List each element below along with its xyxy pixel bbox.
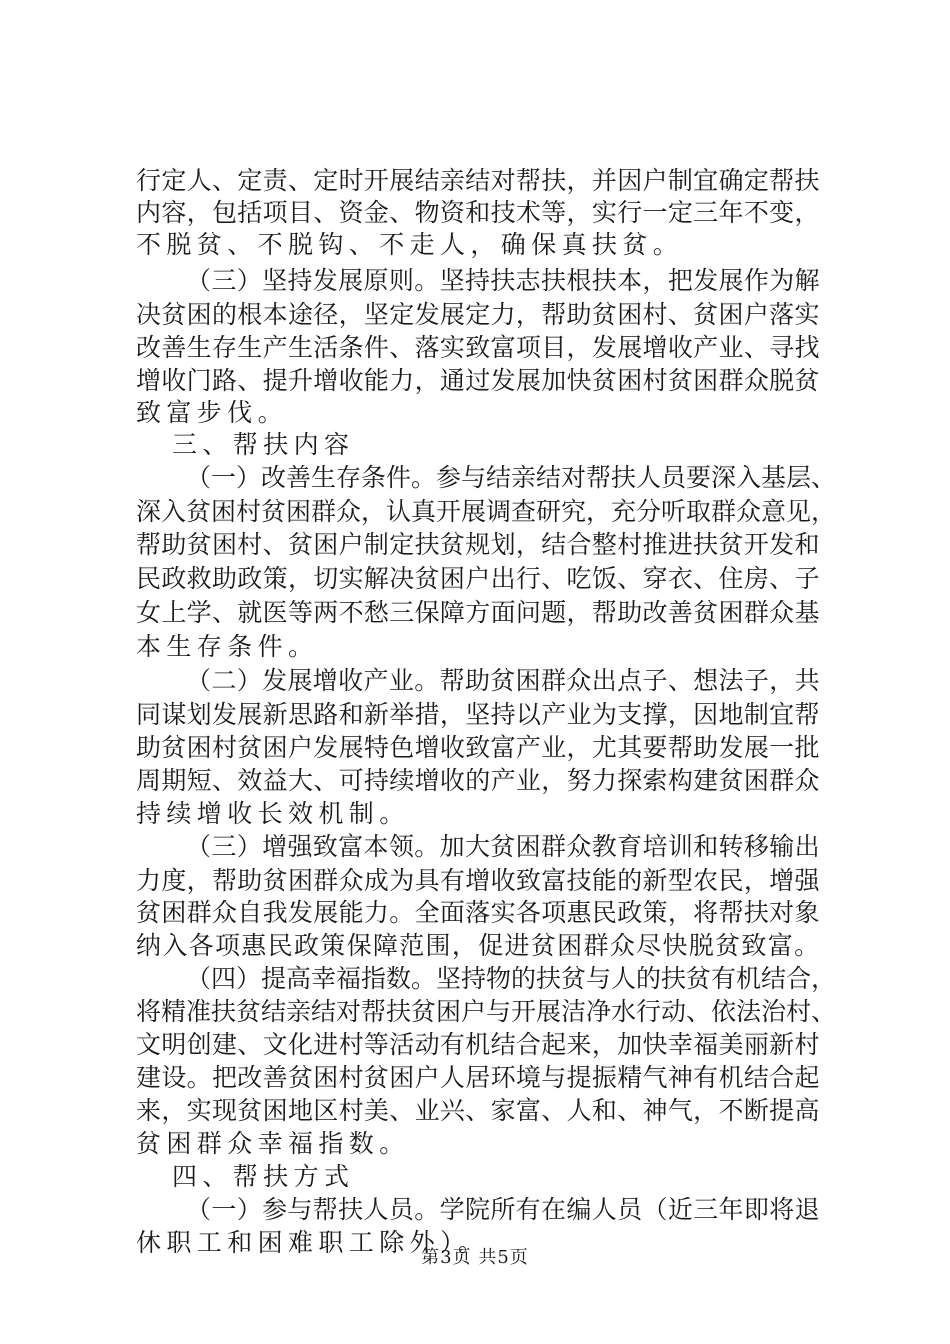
text-line: （二）发展增收产业。帮助贫困群众出点子、想法子，共 (186, 666, 821, 695)
text-line: 纳入各项惠民政策保障范围，促进贫困群众尽快脱贫致富。 (136, 931, 821, 960)
text-line: （三）增强致富本领。加大贫困群众教育培训和转移输出 (186, 832, 821, 861)
text-line: 不脱贫、不脱钩、不走人，确保真扶贫。 (136, 230, 684, 259)
text-line: 行定人、定责、定时开展结亲结对帮扶，并因户制宜确定帮扶 (136, 166, 820, 195)
text-line: 贫困群众幸福指数。 (136, 1129, 410, 1158)
text-line: 帮助贫困村、贫困户制定扶贫规划，结合整村推进扶贫开发和 (136, 530, 820, 559)
text-line: 女上学、就医等两不愁三保障方面问题，帮助改善贫困群众基 (136, 598, 820, 627)
text-line: 民政救助政策，切实解决贫困户出行、吃饭、穿衣、住房、子 (136, 564, 820, 593)
text-line: 改善生存生产生活条件、落实致富项目，发展增收产业、寻找 (136, 333, 820, 362)
text-line: 贫困群众自我发展能力。全面落实各项惠民政策，将帮扶对象 (136, 898, 820, 927)
text-line: 休职工和困难职工除外）。 (136, 1228, 489, 1257)
text-line: 深入贫困村贫困群众，认真开展调查研究，充分听取群众意见， (136, 497, 837, 526)
section-heading: 三、帮扶内容 (172, 430, 355, 459)
text-line: 增收门路、提升增收能力，通过发展加快贫困村贫困群众脱贫 (136, 366, 820, 395)
text-line: 决贫困的根本途径，坚定发展定力，帮助贫困村、贫困户落实 (136, 300, 820, 329)
text-line: （四）提高幸福指数。坚持物的扶贫与人的扶贫有机结合， (186, 964, 837, 993)
text-line: （三）坚持发展原则。坚持扶志扶根扶本，把发展作为解 (186, 266, 821, 295)
text-line: 致富步伐。 (136, 398, 289, 427)
text-line: 建设。把改善贫困村贫困户人居环境与提振精气神有机结合起 (136, 1063, 820, 1092)
text-line: 周期短、效益大、可持续增收的产业，努力探索构建贫困群众 (136, 766, 820, 795)
text-line: 本生存条件。 (136, 632, 319, 661)
text-line: 力度，帮助贫困群众成为具有增收致富技能的新型农民，增强 (136, 866, 820, 895)
text-line: 内容，包括项目、资金、物资和技术等，实行一定三年不变， (136, 198, 820, 227)
text-line: 文明创建、文化进村等活动有机结合起来，加快幸福美丽新村 (136, 1030, 820, 1059)
text-line: 持续增收长效机制。 (136, 799, 410, 828)
text-line: 助贫困村贫困户发展特色增收致富产业，尤其要帮助发展一批 (136, 733, 820, 762)
text-line: （一）参与帮扶人员。学院所有在编人员（近三年即将退 (186, 1195, 821, 1224)
text-line: 来，实现贫困地区村美、业兴、家富、人和、神气，不断提高 (136, 1096, 820, 1125)
text-line: （一）改善生存条件。参与结亲结对帮扶人员要深入基层、 (186, 463, 837, 492)
text-line: 将精准扶贫结亲结对帮扶贫困户与开展洁净水行动、依法治村、 (136, 997, 837, 1026)
page-footer: 第3页 共5页 (421, 1247, 529, 1268)
section-heading: 四、帮扶方式 (172, 1162, 355, 1191)
text-line: 同谋划发展新思路和新举措，坚持以产业为支撑，因地制宜帮 (136, 700, 820, 729)
